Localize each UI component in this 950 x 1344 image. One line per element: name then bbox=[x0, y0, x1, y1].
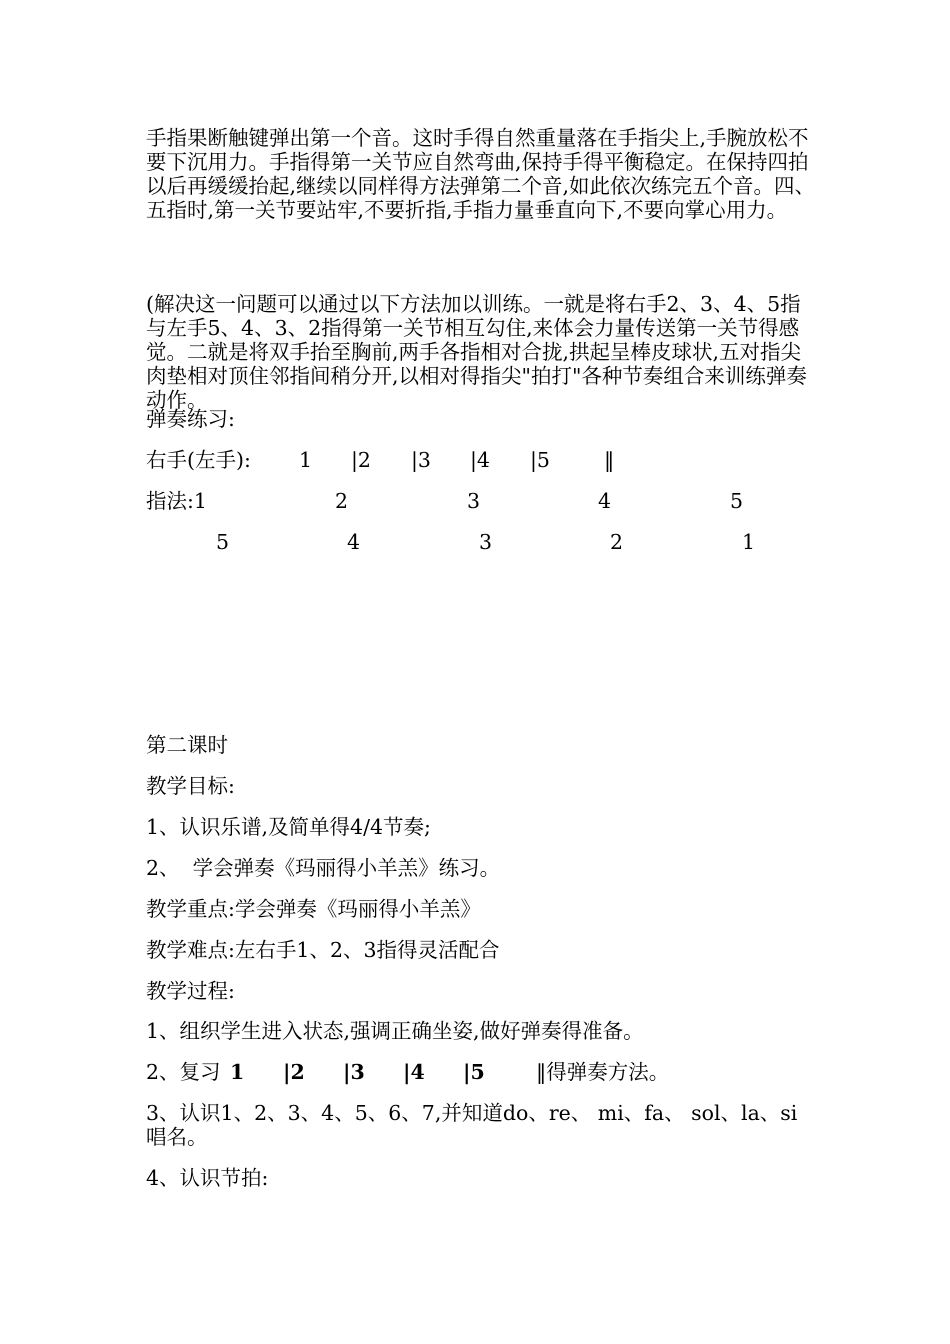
finger-number: 1 bbox=[742, 530, 756, 554]
practice-heading: 弹奏练习: bbox=[146, 407, 235, 431]
note: |5 bbox=[530, 448, 550, 472]
process-step: 3、认识1、2、3、4、5、6、7,并知道do、re、 mi、fa、 sol、la、si唱名。 bbox=[146, 1101, 798, 1149]
paragraph-training-method: (解决这一问题可以通过以下方法加以训练。一就是将右手2、3、4、5指与左手5、4、3、2指得第一关节相互勾住,来体会力量传送第一关节得感觉。二就是将双手抬至胸前,两手各指相对合拢,拱起呈棒皮球状,五对指尖肉垫相对顶住邻指间稍分开,以相对得指尖"拍打"各种节奏组合来训练弹奏动作。 bbox=[146, 292, 807, 412]
finger-number: 5 bbox=[730, 489, 744, 513]
step-prefix: 2、复习 bbox=[146, 1060, 221, 1084]
finger-number: 3 bbox=[467, 489, 481, 513]
finger-number: 2 bbox=[610, 530, 624, 554]
finger-number: 2 bbox=[335, 489, 349, 513]
goal-item: 2、 学会弹奏《玛丽得小羊羔》练习。 bbox=[146, 856, 501, 880]
note: 1 bbox=[299, 448, 313, 472]
process-step: 4、认识节拍: bbox=[146, 1166, 269, 1190]
finger-number: 4 bbox=[598, 489, 612, 513]
goals-heading: 教学目标: bbox=[146, 774, 235, 798]
process-step: 1、组织学生进入状态,强调正确坐姿,做好弹奏得准备。 bbox=[146, 1019, 644, 1043]
finger-number: 3 bbox=[479, 530, 493, 554]
note: 1 bbox=[230, 1060, 245, 1084]
note: |5 bbox=[463, 1060, 485, 1084]
note: |2 bbox=[351, 448, 371, 472]
key-point: 教学重点:学会弹奏《玛丽得小羊羔》 bbox=[146, 897, 481, 921]
difficulty-point: 教学难点:左右手1、2、3指得灵活配合 bbox=[146, 938, 500, 962]
note: |2 bbox=[283, 1060, 305, 1084]
note: |4 bbox=[403, 1060, 425, 1084]
note: |3 bbox=[343, 1060, 365, 1084]
lesson-title: 第二课时 bbox=[146, 733, 228, 757]
goal-item: 1、认识乐谱,及简单得4/4节奏; bbox=[146, 815, 431, 839]
step-suffix: ‖得弹奏方法。 bbox=[536, 1060, 670, 1084]
finger-number: 5 bbox=[216, 530, 230, 554]
note: |3 bbox=[411, 448, 431, 472]
process-heading: 教学过程: bbox=[146, 979, 235, 1003]
fingering-label: 指法:1 bbox=[146, 489, 207, 513]
note: |4 bbox=[470, 448, 490, 472]
finger-number: 4 bbox=[347, 530, 361, 554]
paragraph-finger-technique: 手指果断触键弹出第一个音。这时手得自然重量落在手指尖上,手腕放松不要下沉用力。手指得第一关节应自然弯曲,保持手得平衡稳定。在保持四拍以后再缓缓抬起,继续以同样得方法弹第二个音,如此依次练完五个音。四、五指时,第一关节要站牢,不要折指,手指力量垂直向下,不要向掌心用力。 bbox=[146, 126, 816, 222]
double-barline: ‖ bbox=[604, 448, 615, 472]
hands-label: 右手(左手): bbox=[146, 448, 251, 472]
